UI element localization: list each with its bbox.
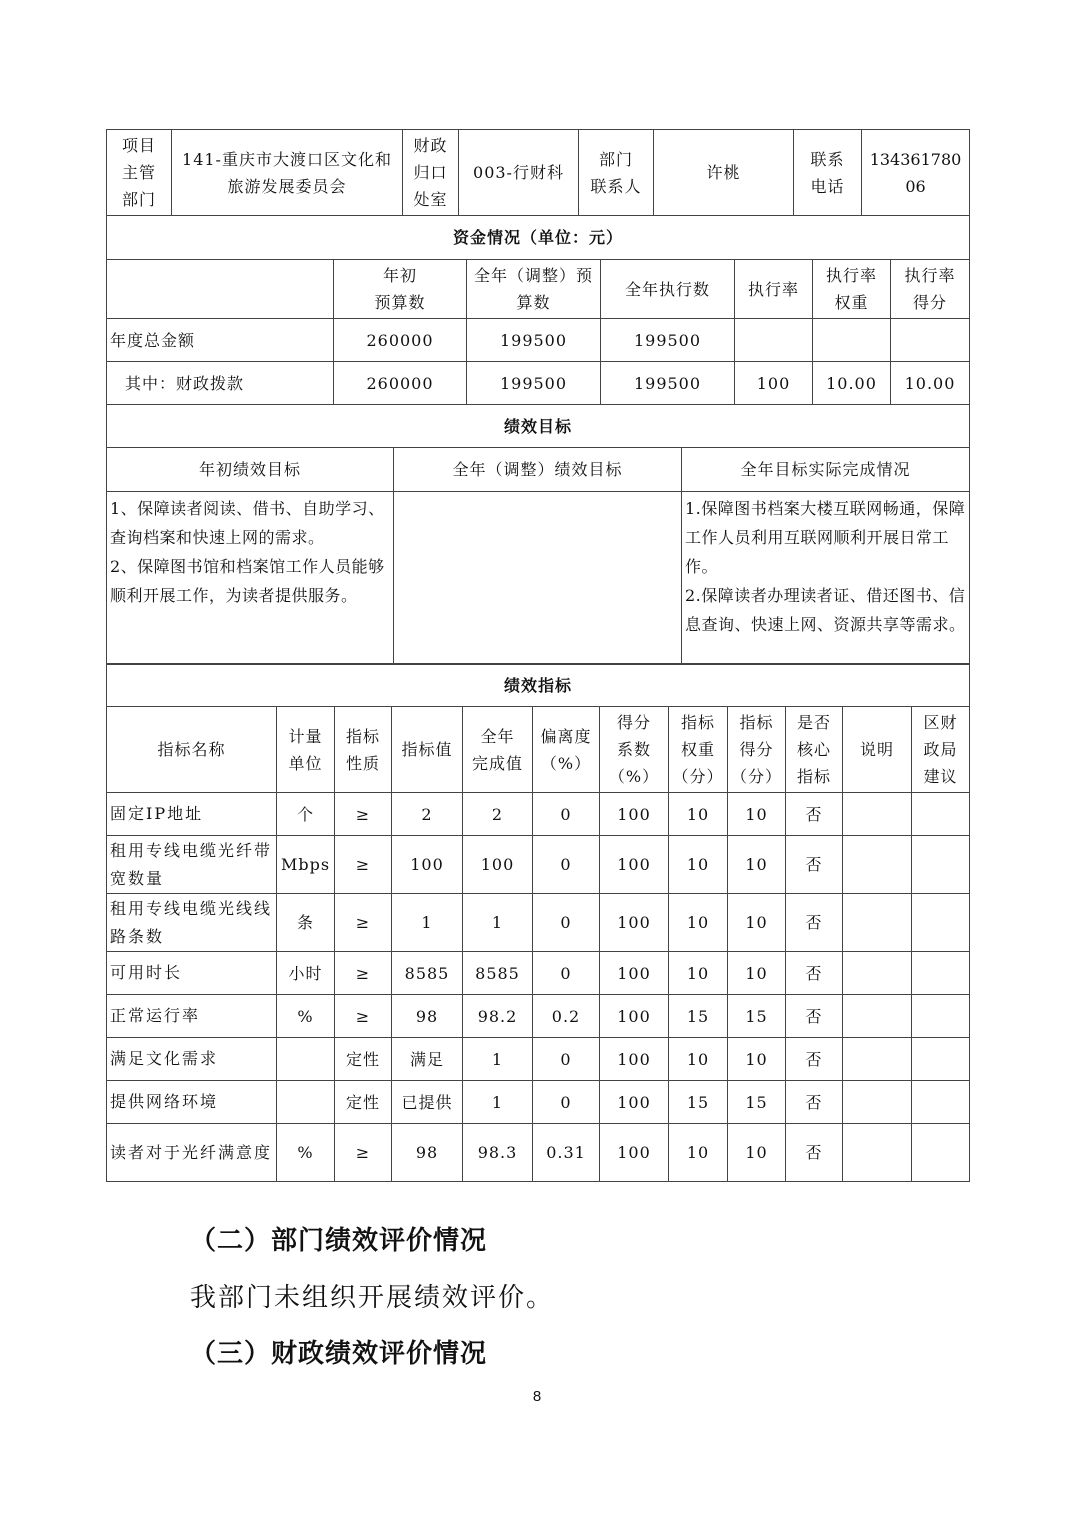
indicator-cell: 100	[392, 836, 463, 894]
goals-adjusted-text	[394, 492, 682, 665]
indicators-title: 绩效指标	[107, 664, 970, 707]
indicator-cell: 15	[669, 995, 728, 1038]
dept-label: 项目 主管 部门	[107, 130, 172, 216]
indicator-cell: %	[277, 1124, 335, 1182]
indicator-cell: 8585	[392, 952, 463, 995]
indicator-cell: 满足	[392, 1038, 463, 1081]
indicator-cell: 100	[600, 1081, 669, 1124]
goals-title: 绩效目标	[107, 405, 970, 448]
indicators-table	[106, 663, 970, 1182]
indicator-cell: 0	[533, 1038, 600, 1081]
ind-col-coefficient: 得分 系数 （%）	[600, 707, 669, 793]
ind-col-target: 指标值	[392, 707, 463, 793]
indicator-cell: 100	[600, 894, 669, 952]
funds-col-score: 执行率 得分	[891, 260, 970, 319]
indicator-cell: ≥	[335, 894, 392, 952]
funds-col-adjusted: 全年（调整）预 算数	[467, 260, 601, 319]
funds-cell	[735, 319, 813, 362]
indicator-cell: 定性	[335, 1081, 392, 1124]
indicator-cell: 98.2	[463, 995, 533, 1038]
indicator-cell: 100	[600, 1124, 669, 1182]
funds-corner-cell	[107, 260, 334, 319]
indicator-cell: 否	[786, 894, 843, 952]
table-row	[107, 952, 970, 995]
indicator-cell: ≥	[335, 1124, 392, 1182]
indicator-cell: 10	[728, 894, 786, 952]
funds-cell: 199500	[467, 319, 601, 362]
indicator-cell	[843, 894, 912, 952]
indicator-cell: 10	[728, 952, 786, 995]
indicator-cell: Mbps	[277, 836, 335, 894]
indicator-cell: 10	[669, 894, 728, 952]
indicator-cell	[843, 995, 912, 1038]
ind-col-nature: 指标 性质	[335, 707, 392, 793]
indicator-cell: 否	[786, 793, 843, 836]
indicator-cell: 100	[600, 793, 669, 836]
phone-label: 联系 电话	[794, 130, 862, 216]
section2-text: 我部门未组织开展绩效评价。	[190, 1283, 555, 1313]
indicator-cell: 98.3	[463, 1124, 533, 1182]
indicator-name: 读者对于光纤满意度	[107, 1124, 277, 1182]
indicator-cell	[912, 952, 970, 995]
table-row	[107, 894, 970, 952]
funds-row-total-label: 年度总金额	[107, 319, 334, 362]
indicator-cell: 否	[786, 995, 843, 1038]
indicator-cell: 0	[533, 894, 600, 952]
indicator-cell: 小时	[277, 952, 335, 995]
table-row	[107, 836, 970, 894]
goals-actual-text: 1.保障图书档案大楼互联网畅通，保障工作人员利用互联网顺利开展日常工作。 2.保障读者办理读者证、借还图书、信息查询、快速上网、资源共享等需求。	[682, 492, 970, 665]
indicator-name: 固定IP地址	[107, 793, 277, 836]
table-row	[107, 793, 970, 836]
indicator-cell: 1	[463, 1081, 533, 1124]
funds-cell: 199500	[601, 319, 735, 362]
indicators-body	[107, 793, 970, 1182]
ind-col-score: 指标 得分 （分）	[728, 707, 786, 793]
indicator-cell: 100	[600, 995, 669, 1038]
indicator-cell: 0.2	[533, 995, 600, 1038]
indicator-cell: 100	[600, 952, 669, 995]
indicator-cell: 100	[600, 1038, 669, 1081]
indicator-cell: 8585	[463, 952, 533, 995]
indicator-cell	[843, 836, 912, 894]
indicator-cell: 0.31	[533, 1124, 600, 1182]
section2-heading: （二）部门绩效评价情况	[190, 1226, 488, 1256]
ind-col-unit: 计量 单位	[277, 707, 335, 793]
indicator-cell: 10	[669, 952, 728, 995]
indicator-cell: 个	[277, 793, 335, 836]
indicator-cell: 0	[533, 952, 600, 995]
contact-value: 许桃	[654, 130, 794, 216]
section3-heading: （三）财政绩效评价情况	[190, 1339, 488, 1369]
indicator-cell	[843, 793, 912, 836]
funds-title: 资金情况（单位：元）	[107, 216, 970, 260]
indicator-name: 租用专线电缆光纤带宽数量	[107, 836, 277, 894]
indicator-cell	[912, 894, 970, 952]
indicator-name: 提供网络环境	[107, 1081, 277, 1124]
indicator-cell	[843, 952, 912, 995]
indicator-cell: 1	[463, 1038, 533, 1081]
goals-table	[106, 404, 970, 665]
table-row	[107, 995, 970, 1038]
indicator-cell: 1	[392, 894, 463, 952]
indicator-cell: 15	[669, 1081, 728, 1124]
funds-cell: 260000	[334, 362, 467, 405]
ind-col-advice: 区财 政局 建议	[912, 707, 970, 793]
ind-col-core: 是否 核心 指标	[786, 707, 843, 793]
indicator-cell: 否	[786, 1124, 843, 1182]
funds-table	[106, 215, 970, 405]
indicator-cell: 否	[786, 1081, 843, 1124]
indicator-cell	[912, 1124, 970, 1182]
indicator-cell: %	[277, 995, 335, 1038]
indicator-name: 租用专线电缆光线线路条数	[107, 894, 277, 952]
indicator-name: 可用时长	[107, 952, 277, 995]
funds-col-rate: 执行率	[735, 260, 813, 319]
funds-col-executed: 全年执行数	[601, 260, 735, 319]
indicator-cell	[843, 1038, 912, 1081]
funds-cell	[891, 319, 970, 362]
indicator-cell: 已提供	[392, 1081, 463, 1124]
table-row	[107, 1081, 970, 1124]
indicator-cell: 0	[533, 836, 600, 894]
indicator-cell: 10	[669, 1124, 728, 1182]
funds-cell: 10.00	[891, 362, 970, 405]
indicator-cell	[912, 1038, 970, 1081]
indicator-cell: 10	[728, 793, 786, 836]
funds-cell: 260000	[334, 319, 467, 362]
goals-col-initial: 年初绩效目标	[107, 448, 394, 492]
ind-col-completed: 全年 完成值	[463, 707, 533, 793]
funds-cell: 10.00	[813, 362, 891, 405]
indicator-cell: ≥	[335, 793, 392, 836]
table-row	[107, 1038, 970, 1081]
goals-col-actual: 全年目标实际完成情况	[682, 448, 970, 492]
table-row	[107, 1124, 970, 1182]
phone-value: 13436178006	[862, 130, 970, 216]
indicator-cell: 10	[669, 793, 728, 836]
indicator-cell: 10	[669, 1038, 728, 1081]
funds-cell: 199500	[467, 362, 601, 405]
indicator-cell: 0	[533, 793, 600, 836]
funds-cell: 100	[735, 362, 813, 405]
page-number: 8	[532, 1388, 542, 1405]
indicator-cell: 98	[392, 995, 463, 1038]
finance-value: 003-行财科	[459, 130, 579, 216]
indicator-cell: 条	[277, 894, 335, 952]
ind-col-name: 指标名称	[107, 707, 277, 793]
indicator-cell: ≥	[335, 952, 392, 995]
indicator-name: 满足文化需求	[107, 1038, 277, 1081]
indicator-cell: 否	[786, 836, 843, 894]
indicator-cell: 2	[463, 793, 533, 836]
indicator-cell: 10	[669, 836, 728, 894]
indicator-cell: 10	[728, 836, 786, 894]
indicator-cell: 15	[728, 1081, 786, 1124]
indicator-cell	[277, 1081, 335, 1124]
indicator-cell: 定性	[335, 1038, 392, 1081]
indicator-cell: 0	[533, 1081, 600, 1124]
indicator-cell: 2	[392, 793, 463, 836]
indicator-cell	[912, 995, 970, 1038]
funds-col-initial: 年初 预算数	[334, 260, 467, 319]
indicator-cell: 否	[786, 952, 843, 995]
indicator-cell: ≥	[335, 836, 392, 894]
indicator-cell	[843, 1081, 912, 1124]
contact-label: 部门 联系人	[579, 130, 654, 216]
ind-col-note: 说明	[843, 707, 912, 793]
ind-col-deviation: 偏离度 （%）	[533, 707, 600, 793]
indicator-cell	[277, 1038, 335, 1081]
goals-initial-text: 1、保障读者阅读、借书、自助学习、查询档案和快速上网的需求。 2、保障图书馆和档案馆工作人员能够顺利开展工作，为读者提供服务。	[107, 492, 394, 665]
indicator-cell: 1	[463, 894, 533, 952]
indicator-cell: ≥	[335, 995, 392, 1038]
project-info-table	[106, 129, 970, 216]
indicator-cell	[912, 1081, 970, 1124]
indicator-cell	[843, 1124, 912, 1182]
ind-col-weight: 指标 权重 （分）	[669, 707, 728, 793]
funds-cell: 199500	[601, 362, 735, 405]
indicator-cell: 10	[728, 1038, 786, 1081]
indicator-cell	[912, 793, 970, 836]
finance-label: 财政 归口 处室	[403, 130, 459, 216]
funds-col-weight: 执行率 权重	[813, 260, 891, 319]
funds-cell	[813, 319, 891, 362]
indicator-cell: 100	[600, 836, 669, 894]
indicator-cell	[912, 836, 970, 894]
indicator-cell: 10	[728, 1124, 786, 1182]
goals-col-adjusted: 全年（调整）绩效目标	[394, 448, 682, 492]
funds-row-fiscal-label: 其中：财政拨款	[107, 362, 334, 405]
indicator-cell: 15	[728, 995, 786, 1038]
indicator-name: 正常运行率	[107, 995, 277, 1038]
indicator-cell: 98	[392, 1124, 463, 1182]
dept-value: 141-重庆市大渡口区文化和旅游发展委员会	[172, 130, 403, 216]
indicator-cell: 否	[786, 1038, 843, 1081]
indicator-cell: 100	[463, 836, 533, 894]
